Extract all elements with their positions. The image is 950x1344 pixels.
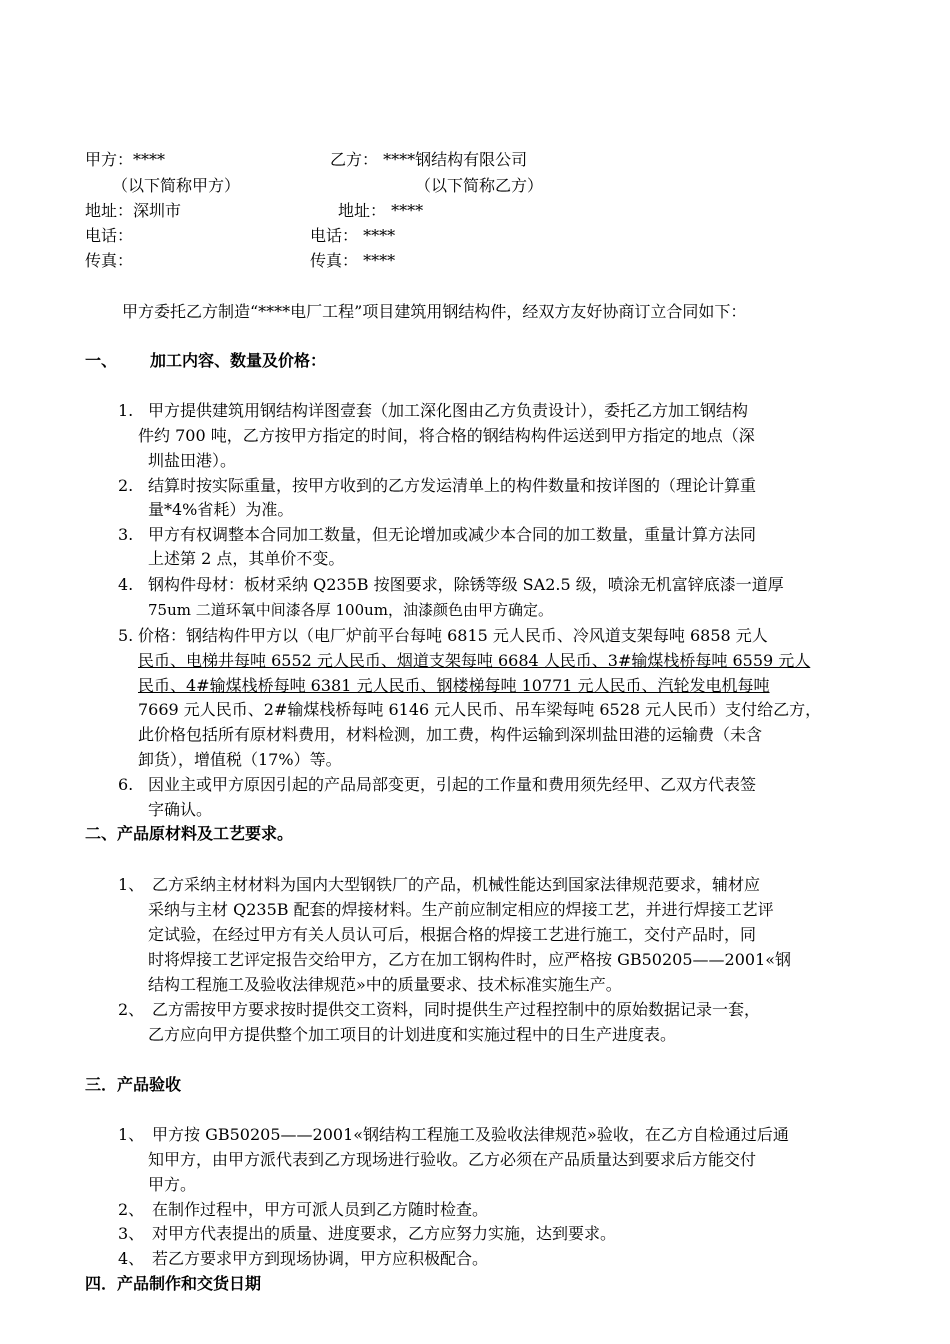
s1-item5-number: 5.: [118, 626, 134, 645]
s2-item1-line5: 结构工程施工及验收法律规范»中的质量要求、技术标准实施生产。: [148, 975, 622, 994]
s3-item4-number: 4、: [118, 1249, 145, 1268]
s3-item3-number: 3、: [118, 1224, 145, 1243]
s3-item1-line1: 甲方按 GB50205——2001«钢结构工程施工及验收法律规范»验收，在乙方自检通过后通: [152, 1125, 789, 1144]
s1-item6-line1: 因业主或甲方原因引起的产品局部变更，引起的工作量和费用须先经甲、乙双方代表签: [148, 775, 757, 794]
s1-item5-line3: 民币、4#输煤栈桥每吨 6381 元人民币、钢楼梯每吨 10771 元人民币、汽轮发电机每吨: [138, 676, 770, 695]
s3-item1-line3: 甲方。: [148, 1175, 197, 1194]
s3-item1-line2: 知甲方，由甲方派代表到乙方现场进行验收。乙方必须在产品质量达到要求后方能交付: [148, 1150, 757, 1169]
s1-item1-number: 1.: [118, 401, 134, 420]
s1-item5-line5: 此价格包括所有原材料费用，材料检测，加工费，构件运输到深圳盐田港的运输费（未含: [138, 725, 763, 744]
s3-item4-line1: 若乙方要求甲方到现场协调，甲方应积极配合。: [152, 1249, 489, 1268]
s1-item1-line3: 圳盐田港）。: [148, 451, 237, 470]
s1-item2-number: 2.: [118, 476, 134, 495]
s1-item5-line4: 7669 元人民币、2#输煤栈桥每吨 6146 元人民币、吊车梁每吨 6528 元人民币）支付给乙方，: [138, 700, 822, 719]
party-a-short: （以下简称甲方）: [112, 176, 241, 195]
s1-item6-line2: 字确认。: [148, 800, 213, 819]
s1-item5-line2: 民币、电梯井每吨 6552 元人民币、烟道支架每吨 6684 人民币、3#输煤栈桥每吨 6559 元人: [138, 651, 811, 670]
s1-item3-number: 3.: [118, 525, 134, 544]
section3-title: 三．产品验收: [85, 1075, 182, 1094]
s1-item4-line1: 钢构件母材：板材采纳 Q235B 按图要求，除锈等级 SA2.5 级，喷涂无机富锌底漆一道厚: [148, 575, 784, 594]
s1-item2-line2: 量*4%省耗）为准。: [148, 500, 294, 519]
s1-item1-line2: 件约 700 吨，乙方按甲方指定的时间，将合格的钢结构构件运送到甲方指定的地点（深: [138, 426, 755, 445]
section1-title: 加工内容、数量及价格：: [150, 351, 327, 370]
s1-item5-line6: 卸货），增值税（17%）等。: [138, 750, 342, 769]
address-a: 地址：深圳市: [85, 201, 182, 220]
s1-item4-line2: 75um 二道环氧中间漆各厚 100um，油漆颜色由甲方确定。: [148, 601, 554, 619]
section1-number: 一、: [85, 351, 118, 370]
party-b-label: 乙方： ****钢结构有限公司: [330, 150, 528, 169]
s2-item1-line4: 时将焊接工艺评定报告交给甲方，乙方在加工钢构件时，应严格按 GB50205——2001«钢: [148, 950, 792, 969]
s2-item2-number: 2、: [118, 1000, 145, 1019]
s1-item4-number: 4.: [118, 575, 134, 594]
s2-item1-number: 1、: [118, 875, 145, 894]
s2-item1-line3: 定试验，在经过甲方有关人员认可后，根据合格的焊接工艺进行施工，交付产品时，同: [148, 925, 757, 944]
party-b-short: （以下简称乙方）: [415, 176, 544, 195]
s1-item3-line2: 上述第 2 点，其单价不变。: [148, 549, 345, 568]
s2-item1-line1: 乙方采纳主材材料为国内大型钢铁厂的产品，机械性能达到国家法律规范要求，辅材应: [152, 875, 761, 894]
s2-item2-line2: 乙方应向甲方提供整个加工项目的计划进度和实施过程中的日生产进度表。: [148, 1025, 677, 1044]
fax-b: 传真： ****: [310, 251, 396, 270]
s1-item2-line1: 结算时按实际重量，按甲方收到的乙方发运清单上的构件数量和按详图的（理论计算重: [148, 476, 757, 495]
s1-item5-line1: 价格：钢结构件甲方以（电厂炉前平台每吨 6815 元人民币、冷风道支架每吨 6858 元人: [138, 626, 768, 645]
s3-item1-number: 1、: [118, 1125, 145, 1144]
phone-a: 电话：: [85, 226, 134, 245]
s1-item3-line1: 甲方有权调整本合同加工数量，但无论增加或减少本合同的加工数量，重量计算方法同: [148, 525, 757, 544]
s3-item3-line1: 对甲方代表提出的质量、进度要求，乙方应努力实施，达到要求。: [152, 1224, 617, 1243]
s2-item2-line1: 乙方需按甲方要求按时提供交工资料，同时提供生产过程控制中的原始数据记录一套，: [152, 1000, 761, 1019]
intro-paragraph: 甲方委托乙方制造“****电厂工程”项目建筑用钢结构件，经双方友好协商订立合同如下：: [122, 302, 747, 321]
address-b: 地址： ****: [338, 201, 424, 220]
s3-item2-number: 2、: [118, 1200, 145, 1219]
section4-title: 四．产品制作和交货日期: [85, 1274, 262, 1293]
s1-item6-number: 6.: [118, 775, 134, 794]
section2-title: 二、产品原材料及工艺要求。: [85, 824, 294, 843]
s2-item1-line2: 采纳与主材 Q235B 配套的焊接材料。生产前应制定相应的焊接工艺，并进行焊接工艺评: [148, 900, 774, 919]
s3-item2-line1: 在制作过程中，甲方可派人员到乙方随时检查。: [152, 1200, 489, 1219]
party-a-label: 甲方：****: [85, 150, 166, 169]
fax-a: 传真：: [85, 251, 134, 270]
s1-item1-line1: 甲方提供建筑用钢结构详图壹套（加工深化图由乙方负责设计），委托乙方加工钢结构: [148, 401, 749, 420]
phone-b: 电话： ****: [310, 226, 396, 245]
